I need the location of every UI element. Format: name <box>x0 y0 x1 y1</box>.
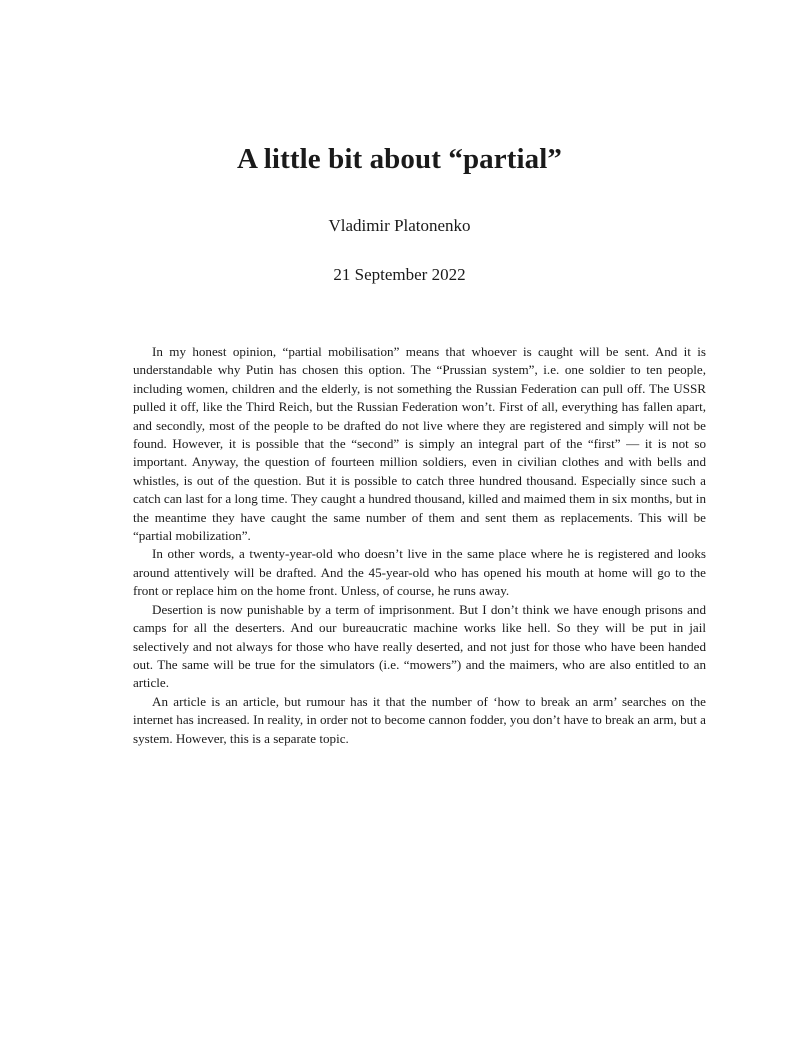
body-paragraph: In my honest opinion, “partial mobilisation” means that whoever is caught will be sent. And it is understandable why Putin has chosen this option. The “Prussian system”, i.e. one soldier to ten people, including women, children and the elderly, is not something the Russian Federation can pull off. The USSR pulled it off, like the Third Reich, but the Russian Federation won’t. First of all, everything has fallen apart, and secondly, most of the people to be drafted do not live where they are registered and simply will not be found. However, it is possible that the “second” is simply an integral part of the “first” — it is not so important. Anyway, the question of fourteen million soldiers, even in civilian clothes and with bells and whistles, is out of the question. But it is possible to catch three hundred thousand. Especially since such a catch can last for a long time. They caught a hundred thousand, killed and maimed them in six months, but in the meantime they have caught the same number of them and sent them as replacements. This will be “partial mobilization”. <box>133 344 706 544</box>
body-paragraph: An article is an article, but rumour has it that the number of ‘how to break an arm’ searches on the internet has increased. In reality, in order not to become cannon fodder, you don’t have to break an arm, but a system. However, this is a separate topic. <box>133 693 706 746</box>
document-body <box>133 343 706 748</box>
document-title: A little bit about “partial” <box>236 143 563 175</box>
document-author: Vladimir Platonenko <box>328 216 471 235</box>
document-date: 21 September 2022 <box>333 265 466 284</box>
body-paragraph: In other words, a twenty-year-old who doesn’t live in the same place where he is registered and looks around attentively will be drafted. And the 45-year-old who has opened his mouth at home will go to the front or replace him on the home front. Unless, of course, he runs away. <box>133 546 706 599</box>
body-paragraph: Desertion is now punishable by a term of imprisonment. But I don’t think we have enough prisons and camps for all the deserters. And our bureaucratic machine works like hell. So they will be put in jail selectively and not always for those who have really deserted, and not just for those who have been handed out. The same will be true for the simulators (i.e. “mowers”) and the maimers, who are also entitled to an article. <box>133 601 706 691</box>
